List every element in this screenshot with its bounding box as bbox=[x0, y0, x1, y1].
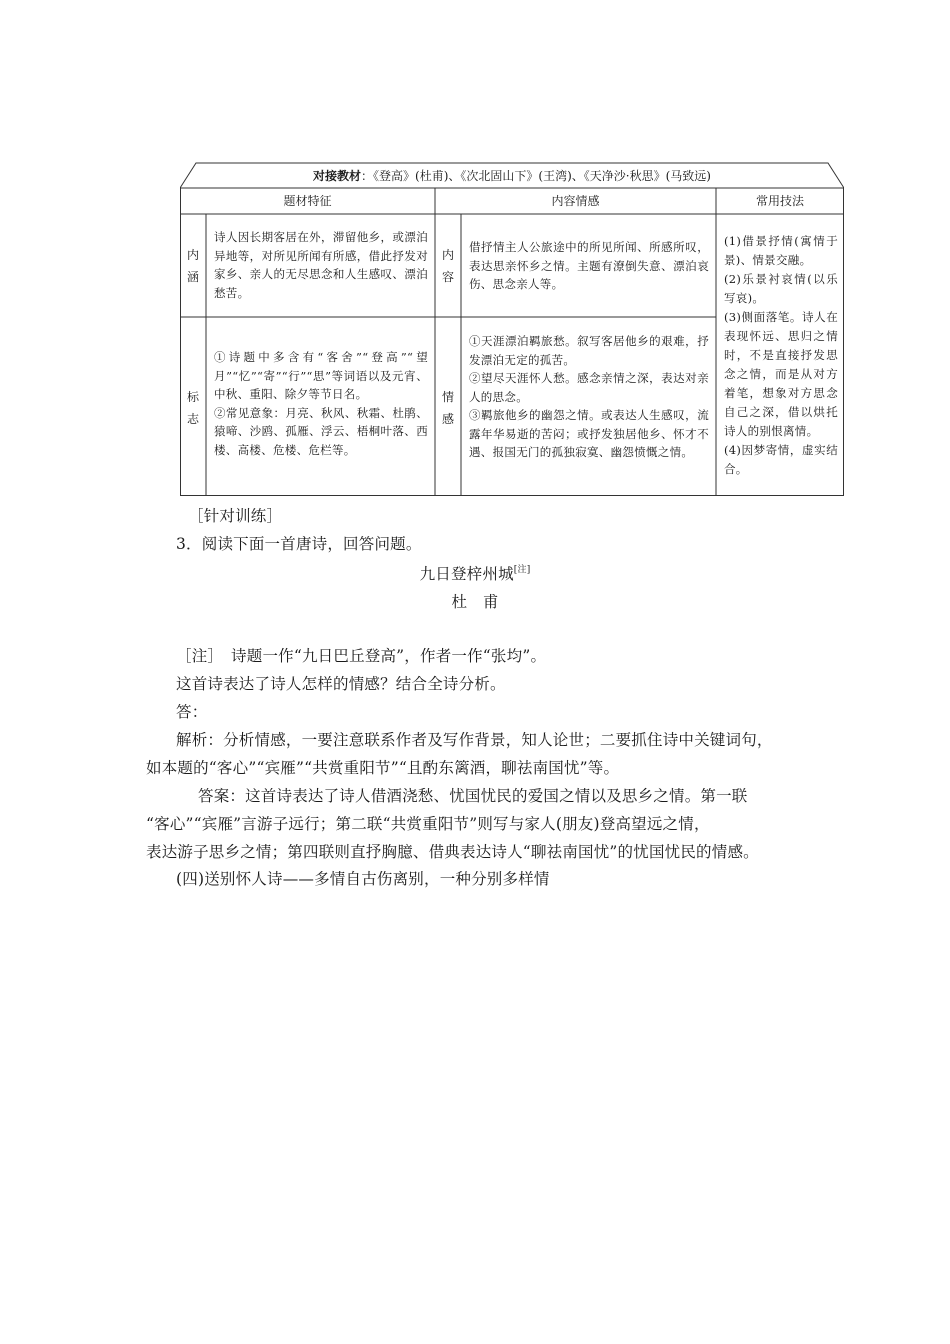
question-text: 3．阅读下面一首唐诗，回答问题。 bbox=[176, 535, 422, 553]
row2-feature-text bbox=[214, 348, 428, 459]
answer-label: 答： bbox=[176, 703, 208, 721]
answer-line-1: 答案：这首诗表达了诗人借酒浇愁、忧国忧民的爱国之情以及思乡之情。第一联 bbox=[198, 787, 748, 805]
row2-emotion-point-3: ③羁旅他乡的幽怨之情。或表达人生感叹，流露年华易逝的苦闷；或抒发独居他乡、怀才不遇、报国无门的孤独寂寞、幽怨愤慨之情。 bbox=[469, 408, 709, 459]
row2-emotion-point-2: ②望尽天涯怀人愁。感念亲情之深，表达对亲人的思念。 bbox=[469, 371, 709, 404]
analysis-line-2: 如本题的“客心”“宾雁”“共赏重阳节”“且酌东篱酒，聊祛南国忧”等。 bbox=[146, 759, 620, 777]
answer-line-3: 表达游子思乡之情；第四联则直抒胸臆、借典表达诗人“聊祛南国忧”的忧国忧民的情感。 bbox=[146, 843, 759, 861]
row1-emotion-label bbox=[436, 244, 460, 288]
technique-item-1: (1)借景抒情(寓情于景)、情景交融。 bbox=[724, 234, 838, 267]
techniques-list bbox=[724, 232, 838, 479]
technique-item-4: (4)因梦寄情，虚实结合。 bbox=[724, 443, 838, 476]
row1-emotion-text: 借抒情主人公旅途中的所见所闻、所感所叹，表达思亲怀乡之情。主题有潦倒失意、漂泊哀伤、思念亲人等。 bbox=[469, 240, 709, 291]
row2-emotion-label-char1: 情 bbox=[441, 390, 454, 404]
row2-emotion-label-char2: 感 bbox=[441, 412, 454, 426]
section-label: ［针对训练］ bbox=[188, 507, 283, 525]
row2-emotion-label bbox=[436, 386, 460, 430]
table-title-books: ：《登高》(杜甫)、《次北固山下》(王湾)、《天净沙·秋思》(马致远) bbox=[361, 169, 711, 183]
theme-table bbox=[180, 162, 844, 496]
technique-item-2: (2)乐景衬哀情(以乐写哀)。 bbox=[724, 272, 838, 305]
poem-title-text: 九日登梓州城 bbox=[419, 565, 514, 583]
poem-note-mark: [注] bbox=[513, 565, 531, 575]
row1-label-char2: 涵 bbox=[186, 270, 199, 284]
row2-feature-point-2: ②常见意象：月亮、秋风、秋霜、杜鹃、猿啼、沙鸥、孤雁、浮云、梧桐叶落、西楼、高楼、危楼、危栏等。 bbox=[214, 405, 428, 457]
analysis-line-1: 解析：分析情感，一要注意联系作者及写作背景，知人论世；二要抓住诗中关键词句， bbox=[176, 731, 773, 749]
answer-line-2: “客心”“宾雁”言游子远行；第二联“共赏重阳节”则写与家人(朋友)登高望远之情， bbox=[146, 815, 710, 833]
technique-item-3: (3)侧面落笔。诗人在表现怀远、思归之情时，不是直接抒发思念之情，而是从对方着笔，想象对方思念自己之深，借以烘托诗人的别恨离情。 bbox=[724, 310, 838, 438]
table-title bbox=[180, 167, 844, 184]
row2-emotion-point-1: ①天涯漂泊羁旅愁。叙写客居他乡的艰难，抒发漂泊无定的孤苦。 bbox=[469, 334, 709, 367]
poem-title bbox=[0, 562, 950, 584]
col-header-emotion: 内容情感 bbox=[551, 194, 600, 208]
row1-feature-text: 诗人因长期客居在外，滞留他乡，或漂泊异地等，对所见所闻有所感，借此抒发对家乡、亲人的无尽思念和人生感叹、漂泊愁苦。 bbox=[214, 230, 428, 300]
row2-label bbox=[181, 386, 205, 430]
next-section-heading: (四)送别怀人诗——多情自古伤离别，一种分别多样情 bbox=[176, 870, 550, 888]
row1-label bbox=[181, 244, 205, 288]
row2-label-char1: 标 bbox=[186, 390, 199, 404]
col-header-technique: 常用技法 bbox=[755, 194, 804, 208]
row2-feature-point-1: ①诗题中多含有“客舍”“登高”“望月”“忆”“寄”“行”“思”等词语以及元宵、中秋、重阳、除夕等节日名。 bbox=[214, 350, 428, 401]
row1-label-char1: 内 bbox=[186, 248, 199, 262]
prompt-text: 这首诗表达了诗人怎样的情感？结合全诗分析。 bbox=[176, 675, 506, 693]
col-header-feature: 题材特征 bbox=[283, 194, 332, 208]
row2-emotion-text bbox=[469, 332, 709, 462]
poem-note: ［注］ 诗题一作“九日巴丘登高”，作者一作“张均”。 bbox=[176, 647, 547, 665]
table-title-label: 对接教材 bbox=[313, 169, 362, 183]
row2-label-char2: 志 bbox=[186, 412, 199, 426]
poem-author: 杜 甫 bbox=[451, 593, 499, 611]
row1-emotion-label-char1: 内 bbox=[441, 248, 454, 262]
row1-emotion-label-char2: 容 bbox=[441, 270, 454, 284]
